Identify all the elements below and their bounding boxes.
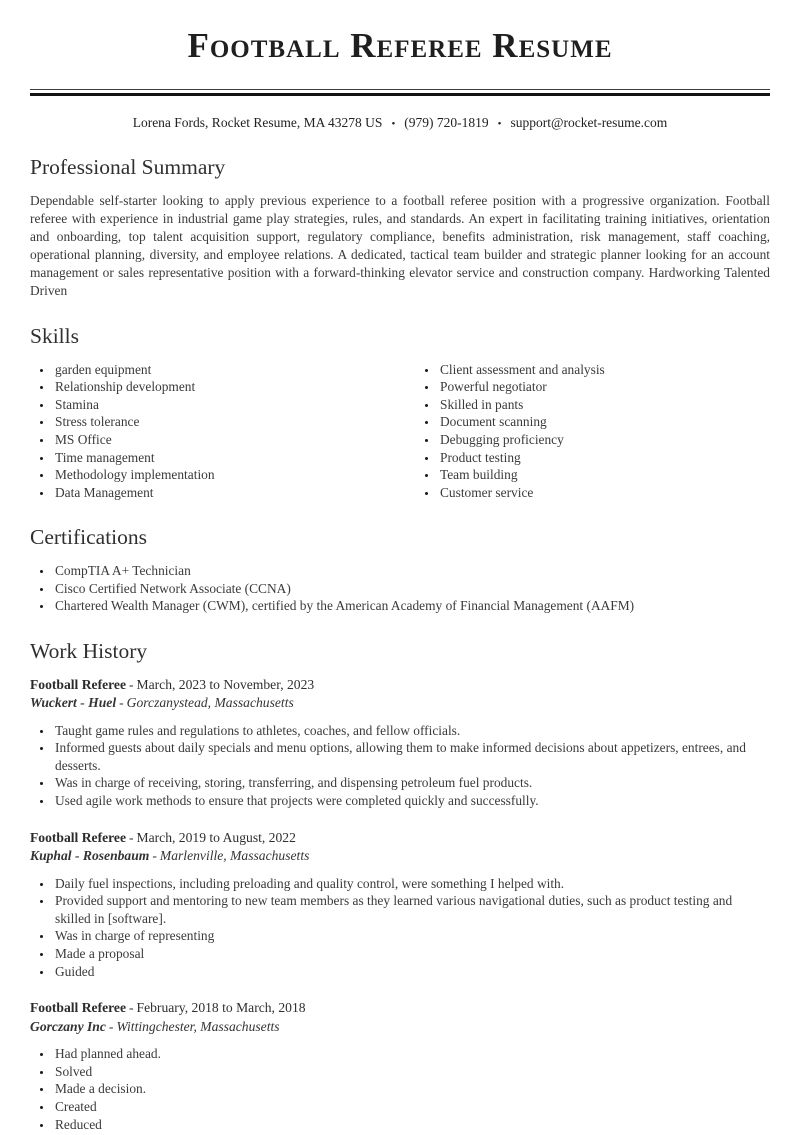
job-bullet: • Provided support and mentoring to new team members as they learned various navigational duties, such as product testing and skilled in [software]. [53,892,770,927]
job-bullet: • Reduced [53,1116,770,1134]
job-location: Gorczanystead, Massachusetts [126,695,294,711]
skill-item: • Debugging proficiency [438,431,770,449]
job-bullet: • Was in charge of receiving, storing, transferring, and dispensing petroleum fuel products. [53,774,770,792]
work-history-heading: Work History [30,638,148,663]
job-bullet: • Informed guests about daily specials and menu options, allowing them to make informed decisions about appetizers, entrees, and desserts. [53,739,770,774]
job-bullet: • Daily fuel inspections, including preloading and quality control, were something I helped with. [53,875,770,893]
skill-item: • Relationship development [53,378,415,396]
job-dates: March, 2019 to August, 2022 [136,829,296,845]
job-bullet-list [30,875,770,981]
certification-item: • Chartered Wealth Manager (CWM), certified by the American Academy of Financial Management (AAFM) [53,597,770,615]
job-bullet: • Taught game rules and regulations to athletes, coaches, and fellow officials. [53,722,770,740]
summary-heading: Professional Summary [30,154,226,179]
section-skills [30,324,770,502]
dash-separator: - [129,1000,134,1016]
job-title: Football Referee [30,829,126,845]
job-dates: March, 2023 to November, 2023 [136,676,315,692]
skill-item: • Skilled in pants [438,396,770,414]
skill-item: • Time management [53,449,415,467]
section-work-history [30,639,770,1133]
page-title: Football Referee Resume [187,26,613,65]
skill-item: • Client assessment and analysis [438,361,770,379]
contact-name-address: Lorena Fords, Rocket Resume, MA 43278 US [132,114,383,130]
job-title-line [30,999,770,1018]
skill-item: • Data Management [53,484,415,502]
job-bullet-list [30,722,770,810]
dash-separator: - [129,676,134,692]
skills-list-left [30,361,415,502]
skill-item: • Methodology implementation [53,466,415,484]
contact-email: support@rocket-resume.com [510,114,668,130]
job-company-line [30,1018,770,1037]
job-company: Gorczany Inc [30,1018,106,1034]
contact-line [30,115,770,131]
job-dates: February, 2018 to March, 2018 [136,1000,306,1016]
job-entry [30,676,770,810]
job-company-line [30,694,770,713]
job-title-line [30,676,770,695]
job-bullet: • Solved [53,1063,770,1081]
job-company: Kuphal - Rosenbaum [30,848,150,864]
dash-separator: - [129,829,134,845]
job-location: Wittingchester, Massachusetts [116,1018,280,1034]
resume-page [0,27,800,1133]
job-company: Wuckert - Huel [30,695,117,711]
dash-separator: - [152,848,157,864]
skills-columns [30,361,770,502]
dash-separator: - [119,695,124,711]
certification-item: • Cisco Certified Network Associate (CCNA) [53,580,770,598]
job-title-line [30,829,770,848]
skills-heading: Skills [30,323,79,348]
job-bullet: • Had planned ahead. [53,1045,770,1063]
certifications-heading: Certifications [30,525,148,550]
section-professional-summary [30,155,770,300]
skill-item: • Team building [438,466,770,484]
job-bullet: • Guided [53,963,770,981]
job-bullet-list [30,1045,770,1133]
contact-phone: (979) 720-1819 [404,114,489,130]
certifications-list [30,562,770,615]
contact-separator: • [391,117,396,130]
job-bullet: • Was in charge of representing [53,927,770,945]
divider-thick-line [30,93,770,96]
header-divider [30,89,770,96]
job-location: Marlenville, Massachusetts [159,848,310,864]
skill-item: • Document scanning [438,413,770,431]
job-company-line [30,847,770,866]
contact-separator: • [497,117,502,130]
job-bullet: • Made a decision. [53,1080,770,1098]
job-bullet: • Created [53,1098,770,1116]
skill-item: • Customer service [438,484,770,502]
job-entry [30,999,770,1133]
job-title: Football Referee [30,1000,126,1016]
section-certifications [30,525,770,615]
job-title: Football Referee [30,676,126,692]
dash-separator: - [108,1018,114,1034]
skill-item: • Stamina [53,396,415,414]
summary-text: Dependable self-starter looking to apply previous experience to a football referee position with a progressive organization. Football referee with experience in industrial game play strategies, rules, and standards. An expert in facilitating training initiatives, orientation and onboarding, top talent acquisition support, regulatory compliance, benefits administration, risk management, staff coaching, operational planning, diversity, and employee relations. A dedicated, tactical team builder and strategic planner looking for an account management or sales representative position with a forward-thinking elevator service and construction company. Hardworking Talented Driven [30,192,770,298]
skill-item: • MS Office [53,431,415,449]
skill-item: • Stress tolerance [53,413,415,431]
skill-item: • Powerful negotiator [438,378,770,396]
skills-list-right [415,361,770,502]
job-bullet: • Used agile work methods to ensure that projects were completed quickly and successfully. [53,792,770,810]
job-entry [30,829,770,981]
skill-item: • garden equipment [53,361,415,379]
certification-item: • CompTIA A+ Technician [53,562,770,580]
skill-item: • Product testing [438,449,770,467]
job-bullet: • Made a proposal [53,945,770,963]
